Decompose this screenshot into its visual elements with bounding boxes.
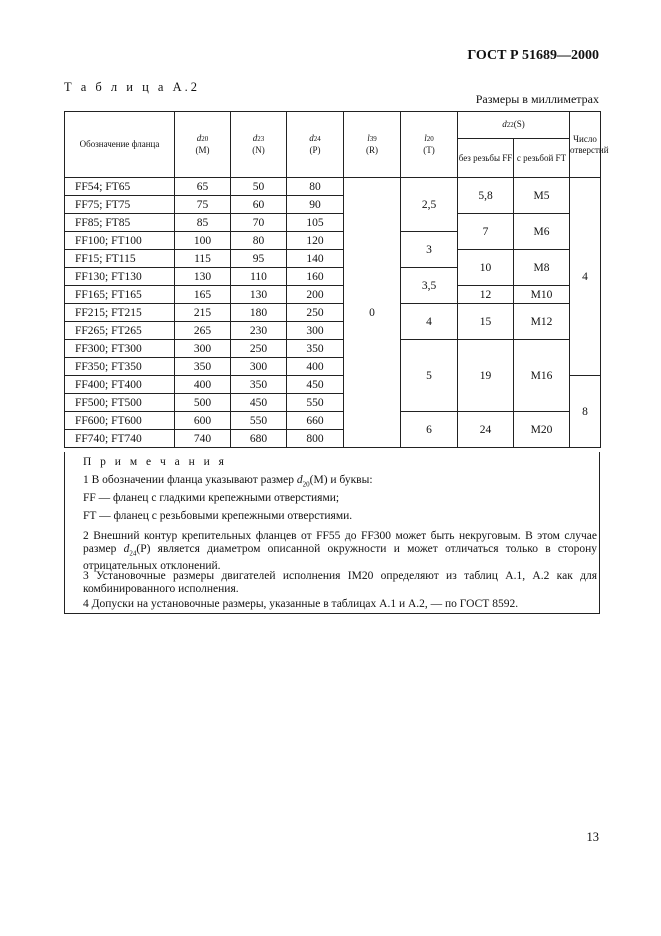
cell-d24: 200 bbox=[287, 286, 344, 304]
cell-d23: 60 bbox=[231, 196, 287, 214]
cell-d20: 600 bbox=[175, 412, 231, 430]
row-designation: FF15; FT115 bbox=[65, 250, 175, 268]
cell-d23: 550 bbox=[231, 412, 287, 430]
note-3: 3 Установочные размеры двигателей исполнения IM20 определяют из таблиц А.1, А.2 как для комбинированного исполнения. bbox=[83, 570, 597, 595]
cell-d22-ft: M10 bbox=[514, 286, 570, 304]
cell-holes: 4 bbox=[570, 178, 601, 376]
cell-d24: 250 bbox=[287, 304, 344, 322]
note-4: 4 Допуски на установочные размеры, указанные в таблицах А.1 и А.2, — по ГОСТ 8592. bbox=[83, 598, 519, 610]
header-holes: Число отверстий bbox=[570, 112, 601, 178]
cell-d20: 265 bbox=[175, 322, 231, 340]
row-designation: FF600; FT600 bbox=[65, 412, 175, 430]
cell-d20: 350 bbox=[175, 358, 231, 376]
cell-d20: 75 bbox=[175, 196, 231, 214]
header-l20: l20 (T) bbox=[401, 112, 458, 178]
row-designation: FF300; FT300 bbox=[65, 340, 175, 358]
cell-d22-ff: 5,8 bbox=[458, 178, 514, 214]
notes-title: П р и м е ч а н и я bbox=[83, 456, 227, 468]
cell-d20: 215 bbox=[175, 304, 231, 322]
header-designation: Обозначение фланца bbox=[65, 112, 175, 178]
cell-d22-ft: M6 bbox=[514, 214, 570, 250]
cell-d20: 85 bbox=[175, 214, 231, 232]
cell-d20: 65 bbox=[175, 178, 231, 196]
header-d23: d23 (N) bbox=[231, 112, 287, 178]
cell-d24: 90 bbox=[287, 196, 344, 214]
header-d24: d24 (P) bbox=[287, 112, 344, 178]
units-note: Размеры в миллиметрах bbox=[475, 92, 599, 106]
cell-d23: 50 bbox=[231, 178, 287, 196]
cell-d24: 450 bbox=[287, 376, 344, 394]
cell-d20: 500 bbox=[175, 394, 231, 412]
cell-d24: 300 bbox=[287, 322, 344, 340]
cell-d24: 80 bbox=[287, 178, 344, 196]
cell-d22-ff: 10 bbox=[458, 250, 514, 286]
cell-d20: 130 bbox=[175, 268, 231, 286]
cell-d22-ff: 15 bbox=[458, 304, 514, 340]
row-designation: FF85; FT85 bbox=[65, 214, 175, 232]
row-designation: FF75; FT75 bbox=[65, 196, 175, 214]
note-2: 2 Внешний контур крепительных фланцев от FF55 до FF300 может быть некруговым. В этом случае размер $d_{24}(P)$ является диаметром описанной окружности и может отличаться только в сторону отрицательных отклонений. bbox=[83, 530, 597, 573]
cell-d23: 95 bbox=[231, 250, 287, 268]
note-1: 1 В обозначении фланца указывают размер $d_{20}(M)$ и буквы: bbox=[83, 474, 373, 489]
cell-d20: 400 bbox=[175, 376, 231, 394]
cell-d24: 120 bbox=[287, 232, 344, 250]
cell-l39: 0 bbox=[344, 178, 401, 448]
row-designation: FF215; FT215 bbox=[65, 304, 175, 322]
cell-d24: 140 bbox=[287, 250, 344, 268]
cell-d23: 300 bbox=[231, 358, 287, 376]
cell-d22-ft: M5 bbox=[514, 178, 570, 214]
cell-l20: 4 bbox=[401, 304, 458, 340]
cell-d20: 100 bbox=[175, 232, 231, 250]
cell-d22-ft: M20 bbox=[514, 412, 570, 448]
row-designation: FF130; FT130 bbox=[65, 268, 175, 286]
row-designation: FF265; FT265 bbox=[65, 322, 175, 340]
table-notes bbox=[64, 452, 600, 614]
cell-d23: 110 bbox=[231, 268, 287, 286]
cell-d20: 740 bbox=[175, 430, 231, 448]
header-no-thread: без резьбы FF bbox=[458, 139, 514, 178]
cell-d23: 80 bbox=[231, 232, 287, 250]
cell-d23: 230 bbox=[231, 322, 287, 340]
header-l39: l39 (R) bbox=[344, 112, 401, 178]
cell-d23: 450 bbox=[231, 394, 287, 412]
cell-d22-ff: 19 bbox=[458, 340, 514, 412]
cell-holes: 8 bbox=[570, 376, 601, 448]
flange-table bbox=[64, 111, 609, 448]
table-caption: Т а б л и ц а А.2 bbox=[64, 80, 200, 94]
cell-l20: 3,5 bbox=[401, 268, 458, 304]
cell-d20: 300 bbox=[175, 340, 231, 358]
cell-d24: 350 bbox=[287, 340, 344, 358]
cell-d23: 180 bbox=[231, 304, 287, 322]
header-with-thread: с резьбой FT bbox=[514, 139, 570, 178]
row-designation: FF400; FT400 bbox=[65, 376, 175, 394]
header-d20: d20 (M) bbox=[175, 112, 231, 178]
cell-l20: 2,5 bbox=[401, 178, 458, 232]
cell-d22-ft: M12 bbox=[514, 304, 570, 340]
cell-d24: 550 bbox=[287, 394, 344, 412]
row-designation: FF100; FT100 bbox=[65, 232, 175, 250]
cell-d20: 165 bbox=[175, 286, 231, 304]
cell-d23: 350 bbox=[231, 376, 287, 394]
row-designation: FF350; FT350 bbox=[65, 358, 175, 376]
cell-l20: 6 bbox=[401, 412, 458, 448]
cell-d24: 400 bbox=[287, 358, 344, 376]
cell-d22-ff: 7 bbox=[458, 214, 514, 250]
cell-l20: 3 bbox=[401, 232, 458, 268]
cell-d22-ff: 12 bbox=[458, 286, 514, 304]
cell-d24: 660 bbox=[287, 412, 344, 430]
row-designation: FF165; FT165 bbox=[65, 286, 175, 304]
row-designation: FF54; FT65 bbox=[65, 178, 175, 196]
page-number: 13 bbox=[586, 830, 599, 844]
cell-l20: 5 bbox=[401, 340, 458, 412]
cell-d20: 115 bbox=[175, 250, 231, 268]
cell-d23: 680 bbox=[231, 430, 287, 448]
cell-d23: 250 bbox=[231, 340, 287, 358]
cell-d23: 130 bbox=[231, 286, 287, 304]
cell-d24: 160 bbox=[287, 268, 344, 286]
cell-d22-ff: 24 bbox=[458, 412, 514, 448]
note-ff: FF — фланец с гладкими крепежными отверстиями; bbox=[83, 492, 340, 504]
cell-d24: 800 bbox=[287, 430, 344, 448]
row-designation: FF500; FT500 bbox=[65, 394, 175, 412]
header-d22: d22(S) bbox=[458, 112, 570, 139]
cell-d22-ft: M16 bbox=[514, 340, 570, 412]
cell-d24: 105 bbox=[287, 214, 344, 232]
cell-d23: 70 bbox=[231, 214, 287, 232]
row-designation: FF740; FT740 bbox=[65, 430, 175, 448]
note-ft: FT — фланец с резьбовыми крепежными отверстиями. bbox=[83, 510, 353, 522]
standard-header: ГОСТ Р 51689—2000 bbox=[467, 48, 599, 63]
cell-d22-ft: M8 bbox=[514, 250, 570, 286]
